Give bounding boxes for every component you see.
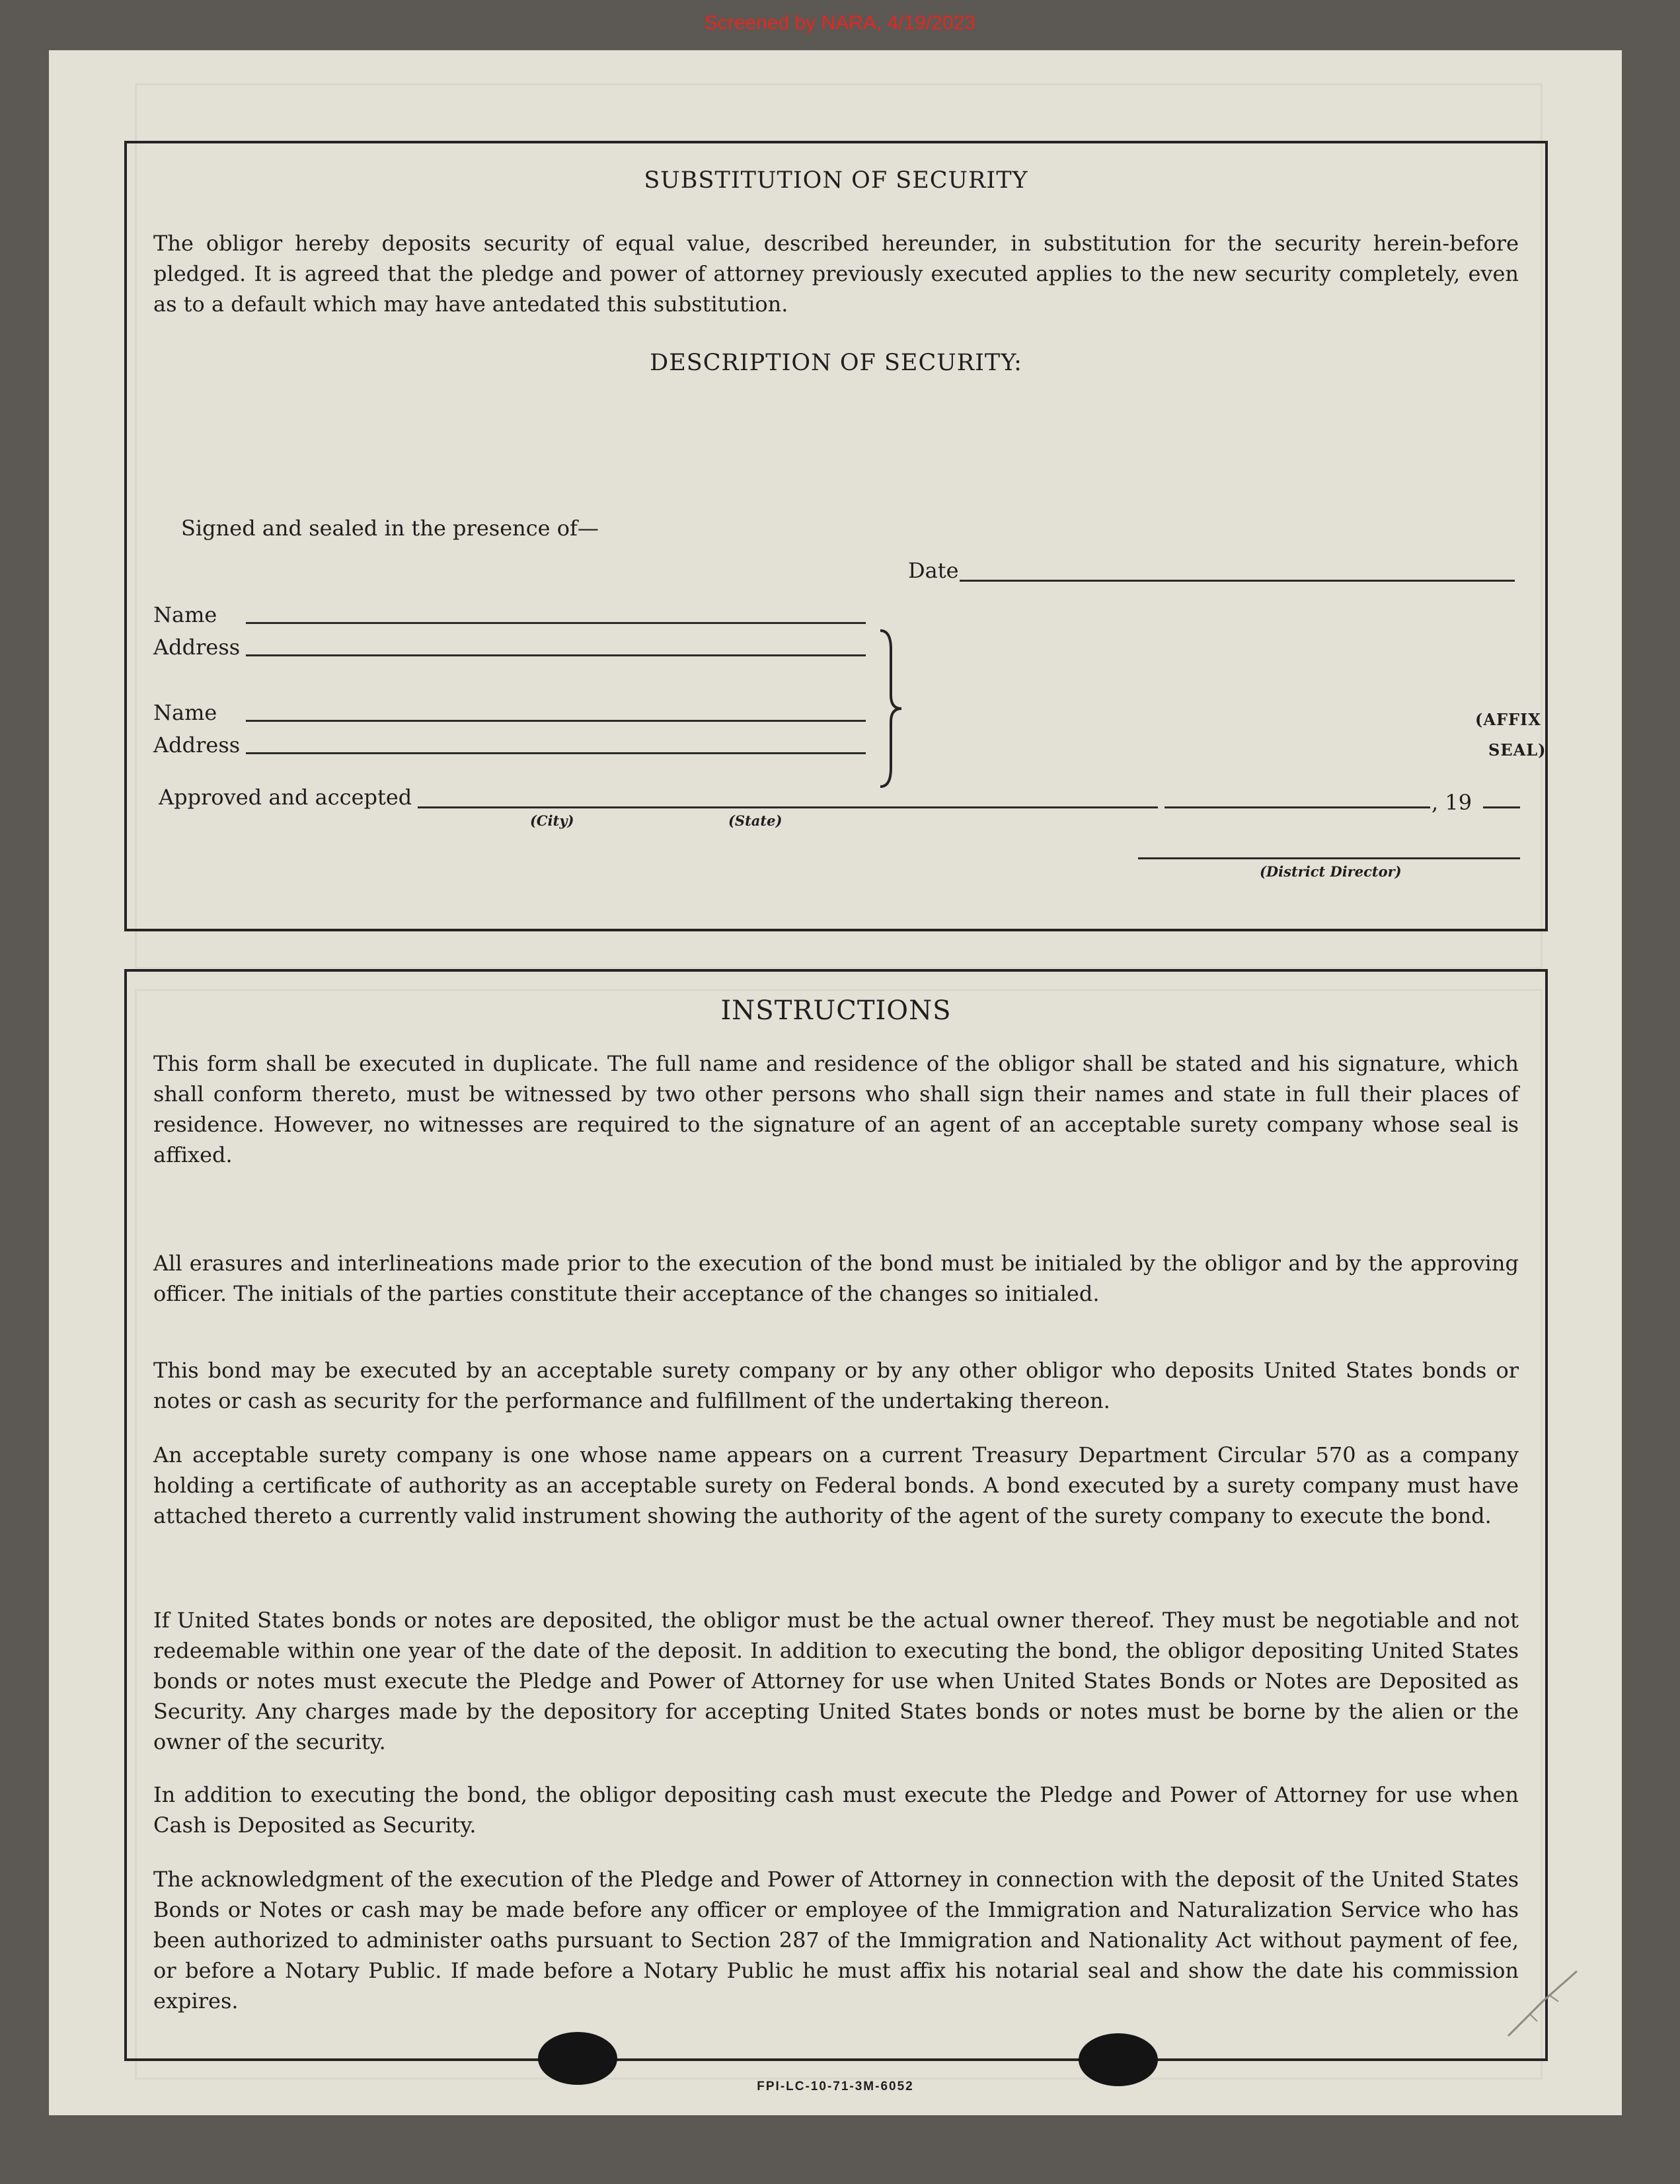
instruction-paragraph: This bond may be executed by an acceptable surety company or by any other obligor who deposits United States bonds or notes or cash as security for the performance and fulfillment of the undertaking thereon. [153, 1358, 1519, 1413]
date-line[interactable] [960, 580, 1515, 582]
substitution-of-security-section [124, 141, 1548, 931]
witness2-name-line[interactable] [246, 720, 866, 722]
paper-tear-mark [1503, 1967, 1582, 2040]
description-of-security-title: DESCRIPTION OF SECURITY: [650, 350, 1022, 376]
instruction-paragraph: In addition to executing the bond, the obligor depositing cash must execute the Pledge and Power of Attorney for use when Cash is Deposited as Security. [153, 1782, 1519, 1838]
approved-accepted-label: Approved and accepted [159, 785, 412, 810]
seal-label: SEAL) [1488, 740, 1546, 760]
district-director-line[interactable] [1138, 857, 1520, 859]
year-prefix: , 19 [1432, 790, 1472, 815]
witness2-address-line[interactable] [246, 752, 866, 754]
witness1-address-line[interactable] [246, 654, 866, 656]
instruction-paragraph: All erasures and interlineations made prior to the execution of the bond must be initialed by the obligor and by the approving officer. The initials of the parties constitute their acceptance of the changes so initialed. [153, 1251, 1519, 1306]
punch-hole-right [1079, 2033, 1158, 2086]
signed-sealed-label: Signed and sealed in the presence of— [181, 516, 599, 541]
witness1-name-line[interactable] [246, 622, 866, 624]
witness-brace [878, 629, 904, 788]
nara-screening-stamp: Screened by NARA, 4/19/2023 [704, 12, 976, 34]
year-line[interactable] [1483, 806, 1520, 808]
instructions-section [124, 969, 1548, 2061]
punch-hole-left [538, 2032, 617, 2085]
instruction-paragraph: The acknowledgment of the execution of the Pledge and Power of Attorney in connection with the deposit of the United States Bonds or Notes or cash may be made before any officer or employee of the Immigration and Naturalization Service who has been authorized to administer oaths pursuant to Section 287 of the Immigration and Nationality Act without payment of fee, or before a Notary Public. If made before a Notary Public he must affix his notarial seal and show the date his commission expires. [153, 1867, 1519, 2013]
substitution-title: SUBSTITUTION OF SECURITY [644, 167, 1028, 194]
form-page [49, 50, 1622, 2115]
witness2-address-label: Address [153, 732, 241, 758]
form-number: FPI-LC-10-71-3M-6052 [757, 2080, 914, 2093]
approval-date-line[interactable] [1165, 806, 1430, 808]
witness2-name-label: Name [153, 700, 217, 725]
instructions-title: INSTRUCTIONS [720, 995, 952, 1026]
date-label: Date [908, 558, 959, 583]
instruction-paragraph: This form shall be executed in duplicate. The full name and residence of the obligor shall be stated and his signature, which shall conform thereto, must be witnessed by two other persons who shall sign their names and state in full their places of residence. However, no witnesses are required to the signature of an agent of an acceptable surety company whose seal is affixed. [153, 1051, 1519, 1167]
substitution-statement: The obligor hereby deposits security of equal value, described hereunder, in substitution for the security herein-before pledged. It is agreed that the pledge and power of attorney previously executed applies to the new security completely, even as to a default which may have antedated this substitution. [153, 231, 1519, 317]
instruction-paragraph: An acceptable surety company is one whose name appears on a current Treasury Department Circular 570 as a company holding a certificate of authority as an acceptable surety on Federal bonds. A bond executed by a surety company must have attached thereto a currently valid instrument showing the authority of the agent of the surety company to execute the bond. [153, 1442, 1519, 1528]
district-director-caption: (District Director) [1260, 863, 1402, 880]
city-state-line[interactable] [418, 806, 1158, 808]
affix-label: (AFFIX [1475, 710, 1541, 729]
city-caption: (City) [530, 812, 574, 829]
instruction-paragraph: If United States bonds or notes are deposited, the obligor must be the actual owner thereof. They must be negotiable and not redeemable within one year of the date of the deposit. In addition to executing the bond, the obligor depositing United States bonds or notes must execute the Pledge and Power of Attorney for use when United States Bonds or Notes are Deposited as Security. Any charges made by the depository for accepting United States bonds or notes must be borne by the alien or the owner of the security. [153, 1608, 1519, 1754]
witness1-name-label: Name [153, 602, 217, 627]
state-caption: (State) [728, 812, 783, 829]
witness1-address-label: Address [153, 635, 241, 660]
